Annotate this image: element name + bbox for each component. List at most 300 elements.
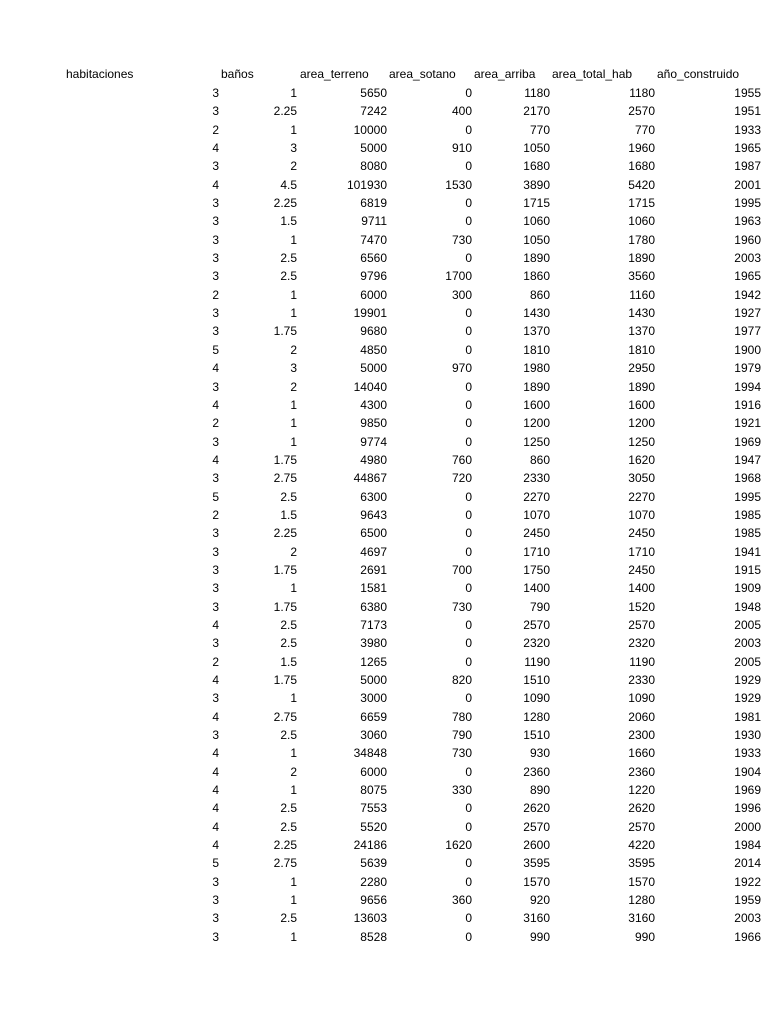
table-row bbox=[0, 744, 761, 762]
cell-area-sotano: 0 bbox=[465, 654, 472, 669]
cell-banos: 2.5 bbox=[280, 489, 297, 504]
row-gutter bbox=[0, 634, 66, 652]
cell-habitaciones: 4 bbox=[212, 361, 219, 376]
cell-area-arriba: 930 bbox=[529, 746, 550, 761]
cell-area-total-hab: 1600 bbox=[628, 397, 655, 412]
cell-habitaciones: 3 bbox=[212, 269, 219, 284]
cell-area-terreno: 7470 bbox=[360, 232, 387, 247]
cell-habitaciones: 4 bbox=[212, 783, 219, 798]
row-gutter bbox=[0, 744, 66, 762]
cell-banos: 1.75 bbox=[273, 599, 297, 614]
cell-banos: 1.5 bbox=[280, 214, 297, 229]
cell-habitaciones: 3 bbox=[212, 104, 219, 119]
row-gutter bbox=[0, 469, 66, 487]
cell-area-sotano: 0 bbox=[465, 764, 472, 779]
table-row bbox=[0, 469, 761, 487]
cell-area-arriba: 1980 bbox=[523, 361, 550, 376]
cell-banos: 4.5 bbox=[280, 177, 297, 192]
table-row bbox=[0, 359, 761, 377]
header-habitaciones: habitaciones bbox=[66, 66, 134, 81]
cell-area-terreno: 24186 bbox=[353, 838, 387, 853]
data-table bbox=[0, 64, 761, 946]
cell-area-arriba: 1710 bbox=[523, 544, 550, 559]
cell-area-terreno: 6500 bbox=[360, 526, 387, 541]
cell-area-arriba: 2170 bbox=[523, 104, 550, 119]
cell-area-sotano: 0 bbox=[465, 507, 472, 522]
table-row bbox=[0, 157, 761, 175]
cell-area-sotano: 970 bbox=[451, 361, 472, 376]
row-gutter bbox=[0, 799, 66, 817]
cell-area-sotano: 760 bbox=[451, 452, 472, 467]
cell-area-sotano: 820 bbox=[451, 673, 472, 687]
cell-habitaciones: 5 bbox=[212, 489, 219, 504]
cell-ano-construido: 1942 bbox=[734, 287, 761, 302]
cell-area-arriba: 2360 bbox=[523, 764, 550, 779]
cell-banos: 1.5 bbox=[280, 507, 297, 522]
cell-banos: 1 bbox=[290, 691, 297, 706]
cell-banos: 3 bbox=[290, 361, 297, 376]
cell-area-total-hab: 1200 bbox=[628, 416, 655, 431]
cell-ano-construido: 1922 bbox=[734, 874, 761, 889]
cell-area-terreno: 8075 bbox=[360, 783, 387, 798]
cell-area-total-hab: 1680 bbox=[628, 159, 655, 174]
table-row bbox=[0, 286, 761, 304]
row-gutter bbox=[0, 64, 66, 84]
table-row bbox=[0, 634, 761, 652]
row-gutter bbox=[0, 561, 66, 579]
table-row bbox=[0, 928, 761, 946]
table-body bbox=[0, 84, 761, 946]
cell-area-arriba: 3595 bbox=[523, 856, 550, 871]
table-row bbox=[0, 396, 761, 414]
table-row bbox=[0, 598, 761, 616]
cell-ano-construido: 1995 bbox=[734, 196, 761, 211]
table-row bbox=[0, 506, 761, 524]
cell-area-arriba: 2620 bbox=[523, 801, 550, 816]
cell-ano-construido: 1966 bbox=[734, 929, 761, 944]
cell-area-sotano: 1620 bbox=[445, 838, 472, 853]
row-gutter bbox=[0, 891, 66, 909]
cell-area-terreno: 7242 bbox=[360, 104, 387, 119]
header-area-sotano: area_sotano bbox=[389, 66, 456, 81]
cell-habitaciones: 3 bbox=[212, 581, 219, 596]
cell-area-arriba: 1430 bbox=[523, 306, 550, 321]
cell-area-arriba: 990 bbox=[529, 929, 550, 944]
cell-area-terreno: 13603 bbox=[353, 911, 387, 926]
cell-habitaciones: 4 bbox=[212, 617, 219, 632]
table-row bbox=[0, 854, 761, 872]
cell-ano-construido: 1994 bbox=[734, 379, 761, 394]
cell-area-total-hab: 1250 bbox=[628, 434, 655, 449]
cell-ano-construido: 2005 bbox=[734, 654, 761, 669]
cell-area-sotano: 330 bbox=[451, 783, 472, 798]
row-gutter bbox=[0, 414, 66, 432]
cell-ano-construido: 1968 bbox=[734, 471, 761, 486]
table-row bbox=[0, 451, 761, 469]
cell-habitaciones: 3 bbox=[212, 874, 219, 889]
cell-area-sotano: 0 bbox=[465, 819, 472, 834]
cell-ano-construido: 1909 bbox=[734, 581, 761, 596]
cell-habitaciones: 3 bbox=[212, 893, 219, 908]
cell-area-terreno: 7173 bbox=[360, 617, 387, 632]
cell-area-total-hab: 3050 bbox=[628, 471, 655, 486]
cell-banos: 2.5 bbox=[280, 801, 297, 816]
row-gutter bbox=[0, 671, 66, 689]
cell-area-terreno: 5639 bbox=[360, 856, 387, 871]
cell-banos: 1.75 bbox=[273, 324, 297, 339]
cell-area-arriba: 920 bbox=[529, 893, 550, 908]
cell-habitaciones: 3 bbox=[212, 306, 219, 321]
cell-ano-construido: 2003 bbox=[734, 251, 761, 266]
cell-banos: 2.75 bbox=[273, 709, 297, 724]
cell-area-total-hab: 1570 bbox=[628, 874, 655, 889]
cell-ano-construido: 1955 bbox=[734, 86, 761, 100]
row-gutter bbox=[0, 102, 66, 120]
cell-banos: 2.5 bbox=[280, 728, 297, 743]
cell-banos: 1.75 bbox=[273, 673, 297, 687]
table-row bbox=[0, 579, 761, 597]
cell-area-terreno: 3000 bbox=[360, 691, 387, 706]
cell-habitaciones: 3 bbox=[212, 544, 219, 559]
cell-area-sotano: 0 bbox=[465, 617, 472, 632]
cell-area-sotano: 1530 bbox=[445, 177, 472, 192]
row-gutter bbox=[0, 121, 66, 139]
cell-banos: 1 bbox=[290, 397, 297, 412]
cell-banos: 1.75 bbox=[273, 562, 297, 577]
cell-area-total-hab: 1400 bbox=[628, 581, 655, 596]
header-area-total-hab: area_total_hab bbox=[552, 66, 633, 81]
cell-habitaciones: 3 bbox=[212, 214, 219, 229]
cell-area-arriba: 1810 bbox=[523, 342, 550, 357]
row-gutter bbox=[0, 286, 66, 304]
cell-area-total-hab: 2570 bbox=[628, 104, 655, 119]
cell-ano-construido: 1933 bbox=[734, 746, 761, 761]
cell-area-terreno: 1581 bbox=[360, 581, 387, 596]
cell-habitaciones: 4 bbox=[212, 801, 219, 816]
cell-area-terreno: 9643 bbox=[360, 507, 387, 522]
row-gutter bbox=[0, 249, 66, 267]
row-gutter bbox=[0, 157, 66, 175]
cell-area-arriba: 770 bbox=[529, 122, 550, 137]
cell-area-total-hab: 770 bbox=[634, 122, 655, 137]
table-row bbox=[0, 84, 761, 102]
row-gutter bbox=[0, 726, 66, 744]
cell-area-total-hab: 2330 bbox=[628, 673, 655, 687]
cell-area-terreno: 9796 bbox=[360, 269, 387, 284]
table-row bbox=[0, 121, 761, 139]
cell-area-terreno: 2280 bbox=[360, 874, 387, 889]
row-gutter bbox=[0, 781, 66, 799]
cell-banos: 2.5 bbox=[280, 819, 297, 834]
cell-banos: 2.5 bbox=[280, 911, 297, 926]
cell-ano-construido: 2003 bbox=[734, 636, 761, 651]
table-row bbox=[0, 102, 761, 120]
cell-area-arriba: 2600 bbox=[523, 838, 550, 853]
cell-ano-construido: 1941 bbox=[734, 544, 761, 559]
cell-ano-construido: 1921 bbox=[734, 416, 761, 431]
cell-area-sotano: 0 bbox=[465, 856, 472, 871]
cell-banos: 1 bbox=[290, 232, 297, 247]
row-gutter bbox=[0, 176, 66, 194]
cell-ano-construido: 1904 bbox=[734, 764, 761, 779]
cell-area-terreno: 9850 bbox=[360, 416, 387, 431]
cell-habitaciones: 3 bbox=[212, 562, 219, 577]
cell-area-terreno: 34848 bbox=[353, 746, 387, 761]
header-row bbox=[0, 64, 761, 84]
cell-habitaciones: 5 bbox=[212, 342, 219, 357]
row-gutter bbox=[0, 653, 66, 671]
table-row bbox=[0, 524, 761, 542]
table-row bbox=[0, 267, 761, 285]
cell-area-total-hab: 1960 bbox=[628, 141, 655, 156]
cell-ano-construido: 1959 bbox=[734, 893, 761, 908]
cell-area-sotano: 0 bbox=[465, 122, 472, 137]
cell-area-sotano: 730 bbox=[451, 746, 472, 761]
cell-ano-construido: 1995 bbox=[734, 489, 761, 504]
row-gutter bbox=[0, 322, 66, 340]
cell-area-sotano: 0 bbox=[465, 379, 472, 394]
cell-area-total-hab: 1520 bbox=[628, 599, 655, 614]
cell-banos: 2 bbox=[290, 159, 297, 174]
cell-area-total-hab: 1710 bbox=[628, 544, 655, 559]
cell-area-total-hab: 1190 bbox=[629, 654, 655, 669]
cell-banos: 3 bbox=[290, 141, 297, 156]
cell-ano-construido: 1933 bbox=[734, 122, 761, 137]
row-gutter bbox=[0, 378, 66, 396]
cell-area-terreno: 4697 bbox=[360, 544, 387, 559]
cell-area-sotano: 0 bbox=[465, 324, 472, 339]
cell-banos: 2 bbox=[290, 764, 297, 779]
cell-area-total-hab: 1715 bbox=[628, 196, 655, 211]
cell-area-total-hab: 4220 bbox=[628, 838, 655, 853]
cell-area-total-hab: 3595 bbox=[628, 856, 655, 871]
table-row bbox=[0, 873, 761, 891]
cell-ano-construido: 1965 bbox=[734, 269, 761, 284]
cell-habitaciones: 4 bbox=[212, 141, 219, 156]
cell-area-arriba: 1250 bbox=[523, 434, 550, 449]
cell-habitaciones: 4 bbox=[212, 452, 219, 467]
table-row bbox=[0, 653, 761, 671]
cell-area-terreno: 8528 bbox=[360, 929, 387, 944]
cell-area-arriba: 2330 bbox=[523, 471, 550, 486]
cell-habitaciones: 4 bbox=[212, 397, 219, 412]
table-row bbox=[0, 322, 761, 340]
table-row bbox=[0, 433, 761, 451]
cell-banos: 1 bbox=[290, 287, 297, 302]
cell-area-sotano: 0 bbox=[465, 306, 472, 321]
cell-banos: 2.25 bbox=[273, 196, 297, 211]
cell-area-arriba: 2320 bbox=[523, 636, 550, 651]
cell-area-sotano: 700 bbox=[451, 562, 472, 577]
table-row bbox=[0, 891, 761, 909]
cell-area-arriba: 1890 bbox=[523, 251, 550, 266]
row-gutter bbox=[0, 818, 66, 836]
cell-habitaciones: 2 bbox=[212, 654, 219, 669]
cell-ano-construido: 1965 bbox=[734, 141, 761, 156]
cell-area-arriba: 1370 bbox=[523, 324, 550, 339]
cell-ano-construido: 1960 bbox=[734, 232, 761, 247]
table-row bbox=[0, 488, 761, 506]
cell-area-arriba: 1600 bbox=[523, 397, 550, 412]
table-row bbox=[0, 726, 761, 744]
cell-habitaciones: 4 bbox=[212, 746, 219, 761]
cell-area-terreno: 19901 bbox=[353, 306, 387, 321]
cell-ano-construido: 1985 bbox=[734, 507, 761, 522]
cell-ano-construido: 1929 bbox=[734, 691, 761, 706]
cell-area-arriba: 2450 bbox=[523, 526, 550, 541]
table-row bbox=[0, 561, 761, 579]
table-row bbox=[0, 543, 761, 561]
cell-habitaciones: 3 bbox=[212, 232, 219, 247]
cell-habitaciones: 4 bbox=[212, 838, 219, 853]
cell-area-terreno: 5000 bbox=[360, 141, 387, 156]
cell-banos: 1 bbox=[290, 434, 297, 449]
cell-area-total-hab: 2270 bbox=[628, 489, 655, 504]
row-gutter bbox=[0, 359, 66, 377]
cell-ano-construido: 1984 bbox=[734, 838, 761, 853]
cell-ano-construido: 1916 bbox=[734, 397, 761, 412]
cell-area-total-hab: 1280 bbox=[628, 893, 655, 908]
cell-area-arriba: 860 bbox=[529, 287, 550, 302]
table-row bbox=[0, 341, 761, 359]
row-gutter bbox=[0, 506, 66, 524]
cell-area-sotano: 0 bbox=[465, 544, 472, 559]
table-row bbox=[0, 378, 761, 396]
cell-area-total-hab: 1160 bbox=[629, 287, 655, 302]
cell-area-sotano: 0 bbox=[465, 159, 472, 174]
cell-area-terreno: 6560 bbox=[360, 251, 387, 266]
cell-ano-construido: 1987 bbox=[734, 159, 761, 174]
cell-habitaciones: 3 bbox=[212, 251, 219, 266]
row-gutter bbox=[0, 708, 66, 726]
cell-area-total-hab: 2620 bbox=[628, 801, 655, 816]
cell-area-terreno: 9711 bbox=[361, 214, 387, 229]
table-row bbox=[0, 249, 761, 267]
cell-area-arriba: 1400 bbox=[523, 581, 550, 596]
cell-area-terreno: 6819 bbox=[360, 196, 387, 211]
cell-banos: 1 bbox=[290, 893, 297, 908]
cell-area-arriba: 1510 bbox=[523, 673, 550, 687]
cell-banos: 2.25 bbox=[273, 104, 297, 119]
cell-area-sotano: 0 bbox=[465, 636, 472, 651]
cell-habitaciones: 3 bbox=[212, 159, 219, 174]
cell-area-sotano: 730 bbox=[451, 599, 472, 614]
cell-area-arriba: 1070 bbox=[523, 507, 550, 522]
cell-area-terreno: 8080 bbox=[360, 159, 387, 174]
cell-area-sotano: 0 bbox=[465, 691, 472, 706]
cell-ano-construido: 1900 bbox=[734, 342, 761, 357]
row-gutter bbox=[0, 139, 66, 157]
table-row bbox=[0, 139, 761, 157]
cell-area-total-hab: 1430 bbox=[628, 306, 655, 321]
cell-area-terreno: 6659 bbox=[360, 709, 387, 724]
cell-area-arriba: 1050 bbox=[523, 141, 550, 156]
cell-area-total-hab: 5420 bbox=[628, 177, 655, 192]
cell-area-terreno: 2691 bbox=[360, 562, 387, 577]
cell-ano-construido: 1985 bbox=[734, 526, 761, 541]
row-gutter bbox=[0, 689, 66, 707]
cell-habitaciones: 2 bbox=[212, 507, 219, 522]
cell-ano-construido: 1915 bbox=[734, 562, 761, 577]
row-gutter bbox=[0, 396, 66, 414]
cell-area-arriba: 3890 bbox=[523, 177, 550, 192]
cell-area-sotano: 0 bbox=[465, 581, 472, 596]
cell-area-arriba: 1890 bbox=[523, 379, 550, 394]
cell-ano-construido: 1930 bbox=[734, 728, 761, 743]
cell-area-total-hab: 1070 bbox=[628, 507, 655, 522]
cell-area-sotano: 0 bbox=[465, 874, 472, 889]
cell-area-total-hab: 1370 bbox=[628, 324, 655, 339]
cell-ano-construido: 2001 bbox=[734, 177, 761, 192]
cell-area-total-hab: 1180 bbox=[629, 86, 655, 100]
cell-area-total-hab: 2570 bbox=[628, 617, 655, 632]
cell-habitaciones: 3 bbox=[212, 911, 219, 926]
row-gutter bbox=[0, 341, 66, 359]
cell-banos: 2.5 bbox=[280, 269, 297, 284]
cell-ano-construido: 1963 bbox=[734, 214, 761, 229]
cell-banos: 2.5 bbox=[280, 636, 297, 651]
cell-area-arriba: 890 bbox=[529, 783, 550, 798]
cell-ano-construido: 1981 bbox=[734, 709, 761, 724]
cell-area-total-hab: 2320 bbox=[628, 636, 655, 651]
cell-banos: 2.5 bbox=[280, 617, 297, 632]
cell-banos: 2 bbox=[290, 379, 297, 394]
cell-habitaciones: 2 bbox=[212, 287, 219, 302]
cell-area-total-hab: 2450 bbox=[628, 526, 655, 541]
cell-ano-construido: 1929 bbox=[734, 673, 761, 687]
table-row bbox=[0, 616, 761, 634]
table-row bbox=[0, 212, 761, 230]
cell-banos: 1 bbox=[290, 306, 297, 321]
cell-area-sotano: 720 bbox=[451, 471, 472, 486]
cell-area-terreno: 44867 bbox=[353, 471, 387, 486]
cell-banos: 1 bbox=[290, 783, 297, 798]
cell-banos: 2.25 bbox=[273, 526, 297, 541]
cell-habitaciones: 3 bbox=[212, 86, 219, 100]
cell-area-sotano: 0 bbox=[465, 929, 472, 944]
cell-area-terreno: 7553 bbox=[360, 801, 387, 816]
cell-area-arriba: 1190 bbox=[524, 654, 550, 669]
cell-area-arriba: 1680 bbox=[523, 159, 550, 174]
row-gutter bbox=[0, 873, 66, 891]
row-gutter bbox=[0, 909, 66, 927]
cell-area-terreno: 4980 bbox=[360, 452, 387, 467]
cell-area-terreno: 4300 bbox=[360, 397, 387, 412]
cell-ano-construido: 1947 bbox=[734, 452, 761, 467]
cell-area-terreno: 9774 bbox=[360, 434, 387, 449]
cell-habitaciones: 4 bbox=[212, 177, 219, 192]
cell-area-terreno: 4850 bbox=[360, 342, 387, 357]
cell-habitaciones: 4 bbox=[212, 819, 219, 834]
cell-area-arriba: 1715 bbox=[523, 196, 550, 211]
row-gutter bbox=[0, 304, 66, 322]
row-gutter bbox=[0, 433, 66, 451]
table-row bbox=[0, 781, 761, 799]
cell-area-total-hab: 1660 bbox=[628, 746, 655, 761]
cell-area-total-hab: 2360 bbox=[628, 764, 655, 779]
cell-habitaciones: 3 bbox=[212, 379, 219, 394]
row-gutter bbox=[0, 267, 66, 285]
cell-area-arriba: 1510 bbox=[523, 728, 550, 743]
cell-area-terreno: 6300 bbox=[360, 489, 387, 504]
row-gutter bbox=[0, 836, 66, 854]
table-row bbox=[0, 763, 761, 781]
row-gutter bbox=[0, 84, 66, 102]
table-row bbox=[0, 414, 761, 432]
table-row bbox=[0, 176, 761, 194]
cell-banos: 1 bbox=[290, 929, 297, 944]
cell-area-total-hab: 1060 bbox=[628, 214, 655, 229]
